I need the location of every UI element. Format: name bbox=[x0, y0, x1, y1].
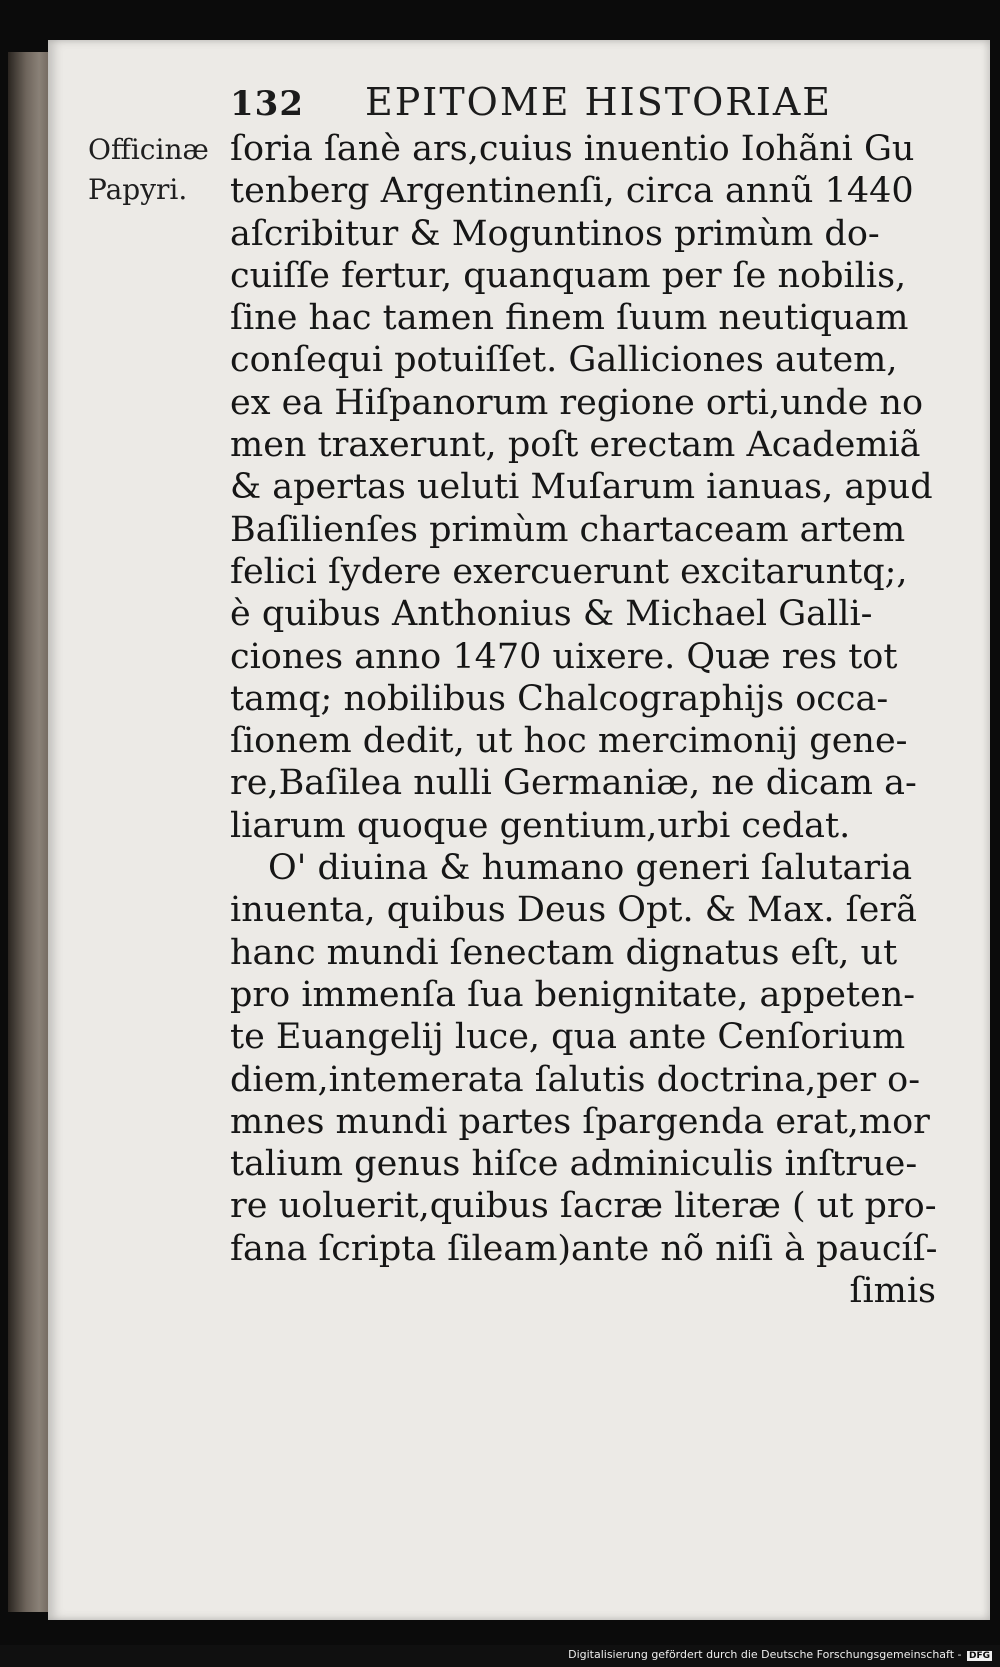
text-line: tenberg Argentinenſi, circa annũ 1440 bbox=[230, 171, 914, 212]
text-line: & apertas ueluti Muſarum ianuas, apud bbox=[230, 467, 933, 508]
text-line: è quibus Anthonius & Michael Galli- bbox=[230, 594, 873, 635]
text-line: mnes mundi partes ſpargenda erat,mor bbox=[230, 1101, 930, 1142]
text-line: cuiſſe fertur, quanquam per ſe nobilis, bbox=[230, 255, 907, 296]
text-line: fana ſcripta ſileam)ante nõ niſi à paucíſ- bbox=[230, 1228, 938, 1269]
body-text bbox=[230, 128, 950, 1312]
text-line: te Euangelij luce, qua ante Cenſorium bbox=[230, 1017, 906, 1058]
text-line: conſequi potuiſſet. Galliciones autem, bbox=[230, 340, 898, 381]
text-line: men traxerunt, poſt erectam Academiã bbox=[230, 425, 921, 466]
catchword: ſimis bbox=[849, 1271, 936, 1312]
text-line: talium genus hiſce adminiculis inſtrue- bbox=[230, 1144, 918, 1185]
text-line: inuenta, quibus Deus Opt. & Max. ſerã bbox=[230, 890, 917, 931]
text-line: pro immenſa ſua benignitate, appeten- bbox=[230, 974, 916, 1015]
marginal-note-line: Papyri. bbox=[88, 173, 188, 206]
marginal-note-line: Officinæ bbox=[88, 133, 209, 166]
dfg-logo: DFG bbox=[968, 1651, 990, 1661]
page-number: 132 bbox=[230, 84, 304, 124]
text-line: hanc mundi ſenectam dignatus eſt, ut bbox=[230, 932, 898, 973]
funding-credit bbox=[568, 1648, 992, 1661]
text-line: ſoria ſanè ars,cuius inuentio Iohãni Gu bbox=[230, 129, 915, 169]
text-line: ex ea Hiſpanorum regione orti,unde no bbox=[230, 382, 924, 423]
funding-credit-text: Digitalisierung gefördert durch die Deutsche Forschungsgemeinschaft - bbox=[568, 1648, 962, 1661]
text-line: re uoluerit,quibus ſacræ literæ ( ut pro- bbox=[230, 1186, 937, 1227]
text-line: ciones anno 1470 uixere. Quæ res tot bbox=[230, 636, 898, 677]
text-line: ſionem dedit, ut hoc mercimonij gene- bbox=[230, 721, 908, 762]
text-line: felici ſydere exercuerunt excitaruntq;, bbox=[230, 551, 908, 592]
running-title: EPITOME HISTORIAE bbox=[365, 80, 833, 124]
text-line: liarum quoque gentium,urbi cedat. bbox=[230, 805, 851, 846]
text-line: Baſilienſes primùm chartaceam artem bbox=[230, 509, 906, 550]
text-line: ſine hac tamen finem ſuum neutiquam bbox=[230, 298, 909, 339]
text-line: O' diuina & humano generi ſalutaria bbox=[268, 848, 913, 889]
text-line: aſcribitur & Moguntinos primùm do- bbox=[230, 213, 880, 254]
text-line: diem,intemerata ſalutis doctrina,per o- bbox=[230, 1059, 921, 1100]
marginal-note bbox=[88, 130, 209, 210]
text-line: tamq; nobilibus Chalcographijs occa- bbox=[230, 678, 889, 719]
text-line: re,Baſilea nulli Germaniæ, ne dicam a- bbox=[230, 763, 917, 804]
